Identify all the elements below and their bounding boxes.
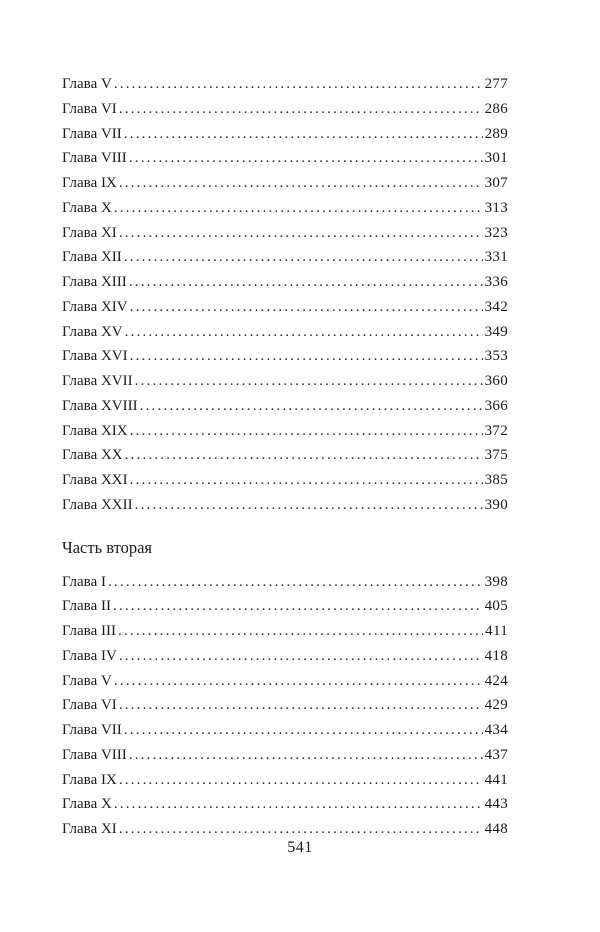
dot-leader	[119, 97, 483, 122]
toc-entry-page-number: 385	[484, 472, 508, 488]
toc-entry-label: Глава XVIII	[62, 397, 138, 414]
toc-entry-page-number: 342	[484, 298, 508, 315]
toc-entry	[62, 619, 508, 644]
toc-entry	[62, 644, 508, 669]
toc-entry-label: Глава VIII	[62, 746, 127, 763]
dot-leader	[119, 171, 483, 196]
toc-entry-label: Глава XVII	[62, 373, 133, 389]
toc-entry	[62, 295, 508, 320]
toc-entry-page-number: 277	[484, 76, 508, 92]
toc-entry	[62, 743, 508, 768]
toc-entry	[62, 792, 508, 817]
toc-entry-label: Глава XI	[62, 224, 117, 241]
toc-entry	[62, 196, 508, 221]
dot-leader	[130, 344, 483, 369]
dot-leader	[119, 644, 483, 669]
toc-entry-page-number: 424	[484, 672, 508, 689]
toc-entry-label: Глава XXI	[62, 472, 128, 488]
toc-entry-page-number: 286	[484, 100, 508, 117]
toc-entry-label: Глава XI	[62, 821, 117, 837]
toc-entry-page-number: 372	[484, 422, 508, 439]
toc-entry	[62, 693, 508, 718]
toc-entry-label: Глава XXII	[62, 496, 133, 513]
dot-leader	[124, 718, 483, 743]
dot-leader	[130, 295, 483, 320]
toc-entry-label: Глава XVI	[62, 348, 128, 365]
toc-entry-label: Глава VI	[62, 100, 117, 117]
toc-entry	[62, 344, 508, 369]
dot-leader	[129, 270, 483, 295]
toc-entry-label: Глава XIV	[62, 298, 128, 315]
table-of-contents	[62, 72, 508, 842]
toc-entry	[62, 669, 508, 694]
toc-entry-page-number: 323	[484, 224, 508, 241]
dot-leader	[114, 792, 483, 817]
toc-entry	[62, 443, 508, 468]
dot-leader	[135, 493, 483, 518]
toc-entry	[62, 493, 508, 518]
toc-entry-page-number: 437	[484, 746, 508, 763]
dot-leader	[108, 570, 483, 595]
dot-leader	[114, 196, 483, 221]
toc-entry-label: Глава I	[62, 573, 106, 590]
dot-leader	[114, 669, 483, 694]
toc-entry-label: Глава X	[62, 796, 112, 813]
toc-entry-page-number: 398	[484, 573, 508, 590]
toc-entry	[62, 122, 508, 147]
toc-entry	[62, 468, 508, 493]
toc-entry	[62, 270, 508, 295]
toc-entry-page-number: 390	[484, 496, 508, 513]
toc-entry	[62, 320, 508, 345]
toc-entry-page-number: 336	[484, 274, 508, 290]
dot-leader	[124, 245, 483, 270]
toc-entry	[62, 97, 508, 122]
toc-entry-page-number: 360	[484, 373, 508, 389]
dot-leader	[130, 468, 483, 493]
toc-entry-page-number: 411	[485, 623, 508, 639]
toc-entry	[62, 221, 508, 246]
toc-entry-page-number: 375	[484, 447, 508, 464]
toc-entry	[62, 245, 508, 270]
toc-entry	[62, 594, 508, 619]
dot-leader	[113, 594, 483, 619]
dot-leader	[114, 72, 483, 97]
dot-leader	[125, 443, 483, 468]
toc-entry-label: Глава V	[62, 76, 112, 92]
toc-entry-label: Глава VII	[62, 125, 122, 142]
toc-entry-page-number: 289	[484, 125, 508, 142]
dot-leader	[124, 122, 483, 147]
toc-entry-label: Глава VIII	[62, 150, 127, 167]
part-one-entry-list	[62, 72, 508, 518]
toc-entry-page-number: 434	[484, 722, 508, 738]
toc-entry-label: Глава IX	[62, 175, 117, 191]
toc-entry-label: Глава X	[62, 199, 112, 216]
dot-leader	[140, 394, 483, 419]
toc-entry-label: Глава VII	[62, 722, 122, 738]
toc-entry	[62, 570, 508, 595]
dot-leader	[130, 419, 483, 444]
toc-entry	[62, 146, 508, 171]
toc-entry-label: Глава V	[62, 672, 112, 689]
toc-entry	[62, 72, 508, 97]
toc-entry	[62, 419, 508, 444]
toc-entry-label: Глава IX	[62, 771, 117, 788]
dot-leader	[129, 743, 483, 768]
toc-entry	[62, 718, 508, 743]
toc-entry-label: Глава IV	[62, 647, 117, 664]
dot-leader	[119, 768, 483, 793]
dot-leader	[125, 320, 483, 345]
toc-entry-page-number: 307	[484, 175, 508, 191]
section-heading-part-two: Часть вторая	[62, 537, 153, 557]
dot-leader	[135, 369, 483, 394]
page-number-footer: 541	[287, 839, 313, 856]
toc-entry-page-number: 429	[484, 697, 508, 714]
toc-entry-page-number: 441	[484, 771, 508, 788]
toc-entry	[62, 369, 508, 394]
toc-entry-page-number: 353	[484, 348, 508, 365]
toc-entry-label: Глава II	[62, 598, 111, 615]
toc-entry-page-number: 349	[484, 323, 508, 340]
toc-entry-page-number: 313	[484, 199, 508, 216]
toc-entry-page-number: 331	[484, 249, 508, 266]
toc-entry-page-number: 418	[484, 647, 508, 664]
toc-entry	[62, 171, 508, 196]
toc-entry-label: Глава XIII	[62, 274, 127, 290]
toc-entry-page-number: 443	[484, 796, 508, 813]
part-two-entry-list	[62, 570, 508, 842]
toc-entry-label: Глава VI	[62, 697, 117, 714]
dot-leader	[119, 693, 483, 718]
toc-entry-label: Глава III	[62, 623, 116, 639]
dot-leader	[129, 146, 483, 171]
toc-entry-label: Глава XV	[62, 323, 123, 340]
toc-entry-page-number: 301	[484, 150, 508, 167]
toc-entry-label: Глава XX	[62, 447, 123, 464]
toc-entry-page-number: 405	[484, 598, 508, 615]
toc-entry-page-number: 366	[484, 397, 508, 414]
toc-entry	[62, 768, 508, 793]
toc-entry-page-number: 448	[484, 821, 508, 837]
toc-entry	[62, 394, 508, 419]
toc-entry-label: Глава XIX	[62, 422, 128, 439]
dot-leader	[118, 619, 483, 644]
toc-entry-label: Глава XII	[62, 249, 122, 266]
dot-leader	[119, 221, 483, 246]
